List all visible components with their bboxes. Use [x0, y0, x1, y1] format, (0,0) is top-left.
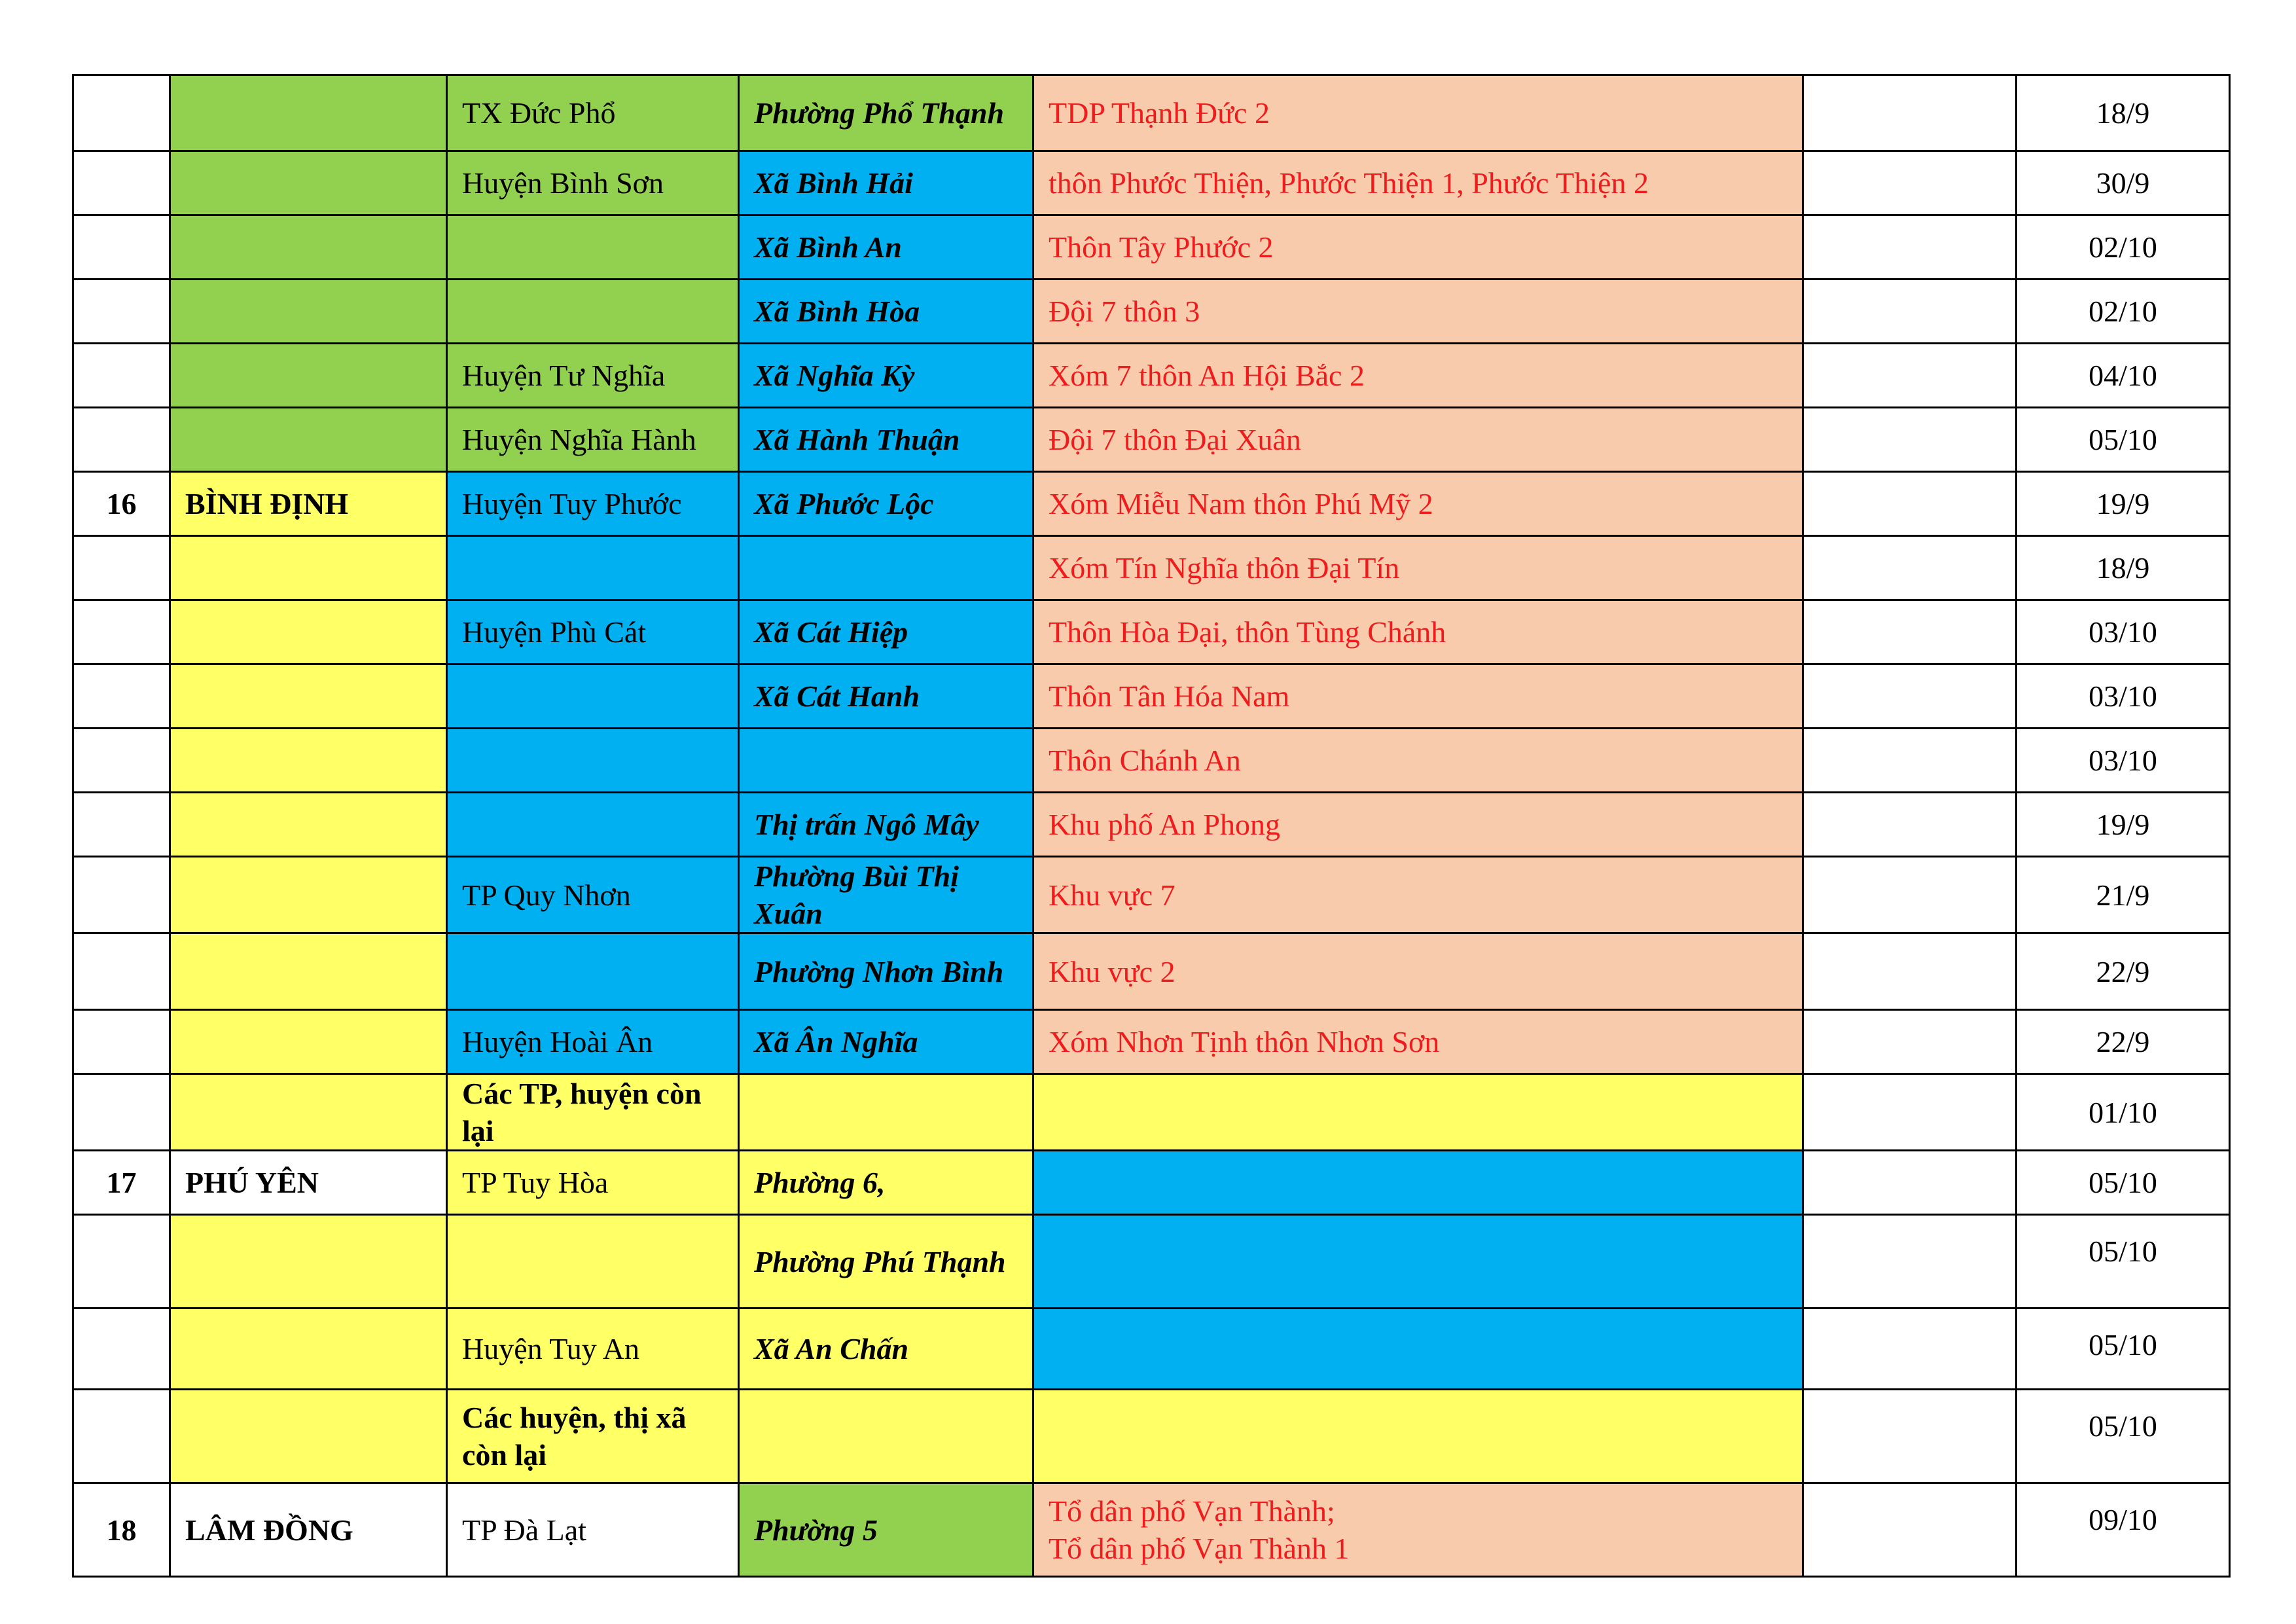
blank-cell	[1803, 1074, 2017, 1151]
table-row	[73, 344, 2230, 408]
stt-cell	[73, 408, 170, 472]
stt-cell	[73, 151, 170, 215]
blank-cell	[1803, 664, 2017, 729]
table-row	[73, 1483, 2230, 1577]
blank-cell	[1803, 408, 2017, 472]
stt-cell	[73, 536, 170, 600]
date-cell: 22/9	[2017, 933, 2230, 1010]
date-cell: 05/10	[2017, 1308, 2230, 1390]
area-cell: Xóm Tín Nghĩa thôn Đại Tín	[1033, 536, 1803, 600]
area-cell: Thôn Hòa Đại, thôn Tùng Chánh	[1033, 600, 1803, 664]
district-cell: Huyện Bình Sơn	[447, 151, 739, 215]
commune-cell: Xã Nghĩa Kỳ	[739, 344, 1033, 408]
commune-cell	[739, 536, 1033, 600]
blank-cell	[1803, 857, 2017, 933]
district-cell	[447, 664, 739, 729]
blank-cell	[1803, 793, 2017, 857]
table-row	[73, 729, 2230, 793]
table-row	[73, 1151, 2230, 1215]
area-cell: Xóm 7 thôn An Hội Bắc 2	[1033, 344, 1803, 408]
blank-cell	[1803, 151, 2017, 215]
commune-cell: Phường 5	[739, 1483, 1033, 1577]
area-cell: Khu vực 2	[1033, 933, 1803, 1010]
district-cell: Huyện Tuy Phước	[447, 472, 739, 536]
commune-cell: Phường 6,	[739, 1151, 1033, 1215]
stt-cell	[73, 729, 170, 793]
stt-cell	[73, 1074, 170, 1151]
province-cell	[170, 215, 447, 280]
area-cell: Thôn Tây Phước 2	[1033, 215, 1803, 280]
stt-cell	[73, 793, 170, 857]
blank-cell	[1803, 75, 2017, 151]
area-cell: Xóm Miễu Nam thôn Phú Mỹ 2	[1033, 472, 1803, 536]
commune-cell: Phường Phổ Thạnh	[739, 75, 1033, 151]
stt-cell	[73, 75, 170, 151]
date-cell: 02/10	[2017, 215, 2230, 280]
commune-cell: Xã Ân Nghĩa	[739, 1010, 1033, 1074]
commune-cell: Phường Phú Thạnh	[739, 1215, 1033, 1308]
province-cell	[170, 1215, 447, 1308]
commune-cell: Xã Cát Hiệp	[739, 600, 1033, 664]
table-row	[73, 151, 2230, 215]
blank-cell	[1803, 472, 2017, 536]
stt-cell	[73, 1215, 170, 1308]
stt-cell	[73, 664, 170, 729]
province-cell	[170, 536, 447, 600]
blank-cell	[1803, 1151, 2017, 1215]
stt-cell	[73, 857, 170, 933]
blank-cell	[1803, 600, 2017, 664]
district-cell: Huyện Nghĩa Hành	[447, 408, 739, 472]
table-row	[73, 1074, 2230, 1151]
area-cell: Tổ dân phố Vạn Thành; Tổ dân phố Vạn Thành 1	[1033, 1483, 1803, 1577]
date-cell: 22/9	[2017, 1010, 2230, 1074]
district-cell: Các huyện, thị xã còn lại	[447, 1390, 739, 1483]
area-cell: Đội 7 thôn Đại Xuân	[1033, 408, 1803, 472]
area-cell: Xóm Nhơn Tịnh thôn Nhơn Sơn	[1033, 1010, 1803, 1074]
date-cell: 03/10	[2017, 600, 2230, 664]
district-cell	[447, 933, 739, 1010]
stt-cell: 16	[73, 472, 170, 536]
province-cell	[170, 1390, 447, 1483]
district-cell: TP Tuy Hòa	[447, 1151, 739, 1215]
province-cell	[170, 933, 447, 1010]
district-cell: TP Đà Lạt	[447, 1483, 739, 1577]
table-row	[73, 215, 2230, 280]
district-cell	[447, 1215, 739, 1308]
province-cell: PHÚ YÊN	[170, 1151, 447, 1215]
province-cell	[170, 1074, 447, 1151]
commune-cell: Xã Bình Hòa	[739, 280, 1033, 344]
table-row	[73, 793, 2230, 857]
province-cell	[170, 857, 447, 933]
date-cell: 09/10	[2017, 1483, 2230, 1577]
table-row	[73, 1010, 2230, 1074]
stt-cell	[73, 280, 170, 344]
blank-cell	[1803, 1308, 2017, 1390]
district-cell: TX Đức Phổ	[447, 75, 739, 151]
commune-cell	[739, 729, 1033, 793]
province-cell	[170, 793, 447, 857]
province-cell: BÌNH ĐỊNH	[170, 472, 447, 536]
province-cell	[170, 600, 447, 664]
province-cell	[170, 729, 447, 793]
commune-cell: Phường Nhơn Bình	[739, 933, 1033, 1010]
table-row	[73, 472, 2230, 536]
table-row	[73, 857, 2230, 933]
blank-cell	[1803, 1390, 2017, 1483]
date-cell: 21/9	[2017, 857, 2230, 933]
stt-cell	[73, 215, 170, 280]
commune-cell: Xã Bình Hải	[739, 151, 1033, 215]
district-cell	[447, 793, 739, 857]
table-row	[73, 600, 2230, 664]
table-row	[73, 1215, 2230, 1308]
province-cell	[170, 280, 447, 344]
stt-cell	[73, 933, 170, 1010]
blank-cell	[1803, 280, 2017, 344]
province-cell	[170, 151, 447, 215]
stt-cell: 18	[73, 1483, 170, 1577]
district-cell: Huyện Hoài Ân	[447, 1010, 739, 1074]
province-table	[72, 74, 2231, 1578]
blank-cell	[1803, 1483, 2017, 1577]
blank-cell	[1803, 536, 2017, 600]
table-row	[73, 1308, 2230, 1390]
date-cell: 05/10	[2017, 1151, 2230, 1215]
area-cell	[1033, 1390, 1803, 1483]
district-cell	[447, 215, 739, 280]
table-row	[73, 536, 2230, 600]
commune-cell: Xã Hành Thuận	[739, 408, 1033, 472]
commune-cell: Phường Bùi Thị Xuân	[739, 857, 1033, 933]
blank-cell	[1803, 933, 2017, 1010]
commune-cell	[739, 1390, 1033, 1483]
province-cell	[170, 664, 447, 729]
area-cell: Thôn Tân Hóa Nam	[1033, 664, 1803, 729]
stt-cell: 17	[73, 1151, 170, 1215]
area-cell	[1033, 1308, 1803, 1390]
district-cell	[447, 729, 739, 793]
area-cell: Đội 7 thôn 3	[1033, 280, 1803, 344]
area-cell: TDP Thạnh Đức 2	[1033, 75, 1803, 151]
area-cell: thôn Phước Thiện, Phước Thiện 1, Phước Thiện 2	[1033, 151, 1803, 215]
date-cell: 03/10	[2017, 664, 2230, 729]
province-cell: LÂM ĐỒNG	[170, 1483, 447, 1577]
province-cell	[170, 408, 447, 472]
province-cell	[170, 75, 447, 151]
date-cell: 30/9	[2017, 151, 2230, 215]
commune-cell: Thị trấn Ngô Mây	[739, 793, 1033, 857]
commune-cell: Xã Cát Hanh	[739, 664, 1033, 729]
commune-cell: Xã Phước Lộc	[739, 472, 1033, 536]
blank-cell	[1803, 1215, 2017, 1308]
area-cell: Thôn Chánh An	[1033, 729, 1803, 793]
district-cell: Các TP, huyện còn lại	[447, 1074, 739, 1151]
area-cell	[1033, 1074, 1803, 1151]
date-cell: 05/10	[2017, 1390, 2230, 1483]
district-cell	[447, 280, 739, 344]
date-cell: 18/9	[2017, 536, 2230, 600]
stt-cell	[73, 1308, 170, 1390]
blank-cell	[1803, 215, 2017, 280]
date-cell: 01/10	[2017, 1074, 2230, 1151]
district-cell: TP Quy Nhơn	[447, 857, 739, 933]
date-cell: 19/9	[2017, 793, 2230, 857]
area-cell: Khu phố An Phong	[1033, 793, 1803, 857]
district-cell: Huyện Phù Cát	[447, 600, 739, 664]
province-cell	[170, 1308, 447, 1390]
stt-cell	[73, 1390, 170, 1483]
area-cell	[1033, 1215, 1803, 1308]
blank-cell	[1803, 1010, 2017, 1074]
table-row	[73, 75, 2230, 151]
stt-cell	[73, 344, 170, 408]
date-cell: 02/10	[2017, 280, 2230, 344]
stt-cell	[73, 600, 170, 664]
table-row	[73, 933, 2230, 1010]
blank-cell	[1803, 344, 2017, 408]
date-cell: 03/10	[2017, 729, 2230, 793]
commune-cell: Xã Bình An	[739, 215, 1033, 280]
district-cell: Huyện Tuy An	[447, 1308, 739, 1390]
date-cell: 05/10	[2017, 1215, 2230, 1308]
stt-cell	[73, 1010, 170, 1074]
province-cell	[170, 1010, 447, 1074]
date-cell: 05/10	[2017, 408, 2230, 472]
table-row	[73, 408, 2230, 472]
district-cell	[447, 536, 739, 600]
table-row	[73, 1390, 2230, 1483]
date-cell: 18/9	[2017, 75, 2230, 151]
table-row	[73, 664, 2230, 729]
commune-cell: Xã An Chấn	[739, 1308, 1033, 1390]
date-cell: 04/10	[2017, 344, 2230, 408]
area-cell	[1033, 1151, 1803, 1215]
table-row	[73, 280, 2230, 344]
district-cell: Huyện Tư Nghĩa	[447, 344, 739, 408]
province-cell	[170, 344, 447, 408]
blank-cell	[1803, 729, 2017, 793]
date-cell: 19/9	[2017, 472, 2230, 536]
area-cell: Khu vực 7	[1033, 857, 1803, 933]
commune-cell	[739, 1074, 1033, 1151]
